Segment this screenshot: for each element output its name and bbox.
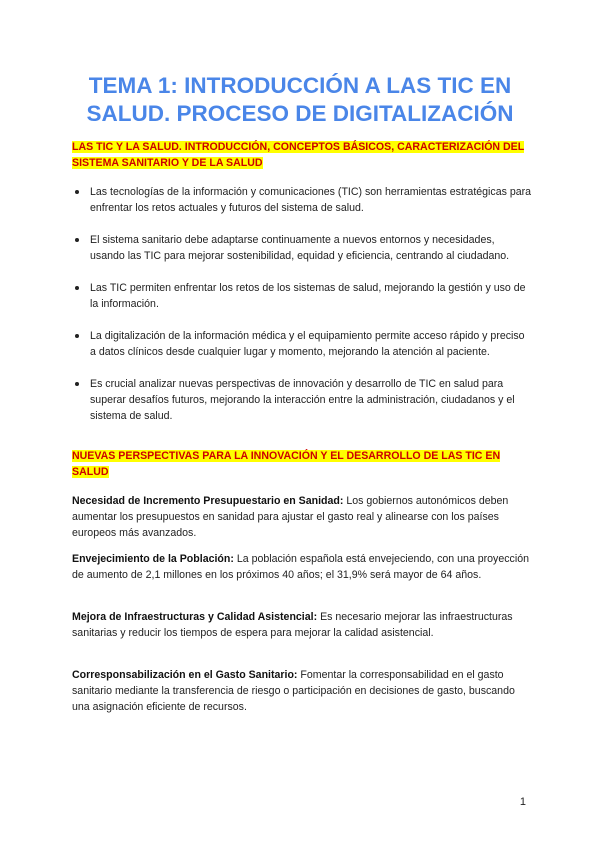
paragraph-label: Corresponsabilización en el Gasto Sanitario: <box>72 669 298 681</box>
list-item-text: La digitalización de la información médica y el equipamiento permite acceso rápido y preciso a datos clínicos desde cualquier lugar y momento, mejorando la atención al paciente. <box>90 330 525 358</box>
list-item-text: El sistema sanitario debe adaptarse continuamente a nuevos entornos y necesidades, usando las TIC para mejorar sostenibilidad, equidad y eficiencia, centrando al ciudadano. <box>90 234 510 262</box>
section-heading-text: LAS TIC Y LA SALUD. INTRODUCCIÓN, CONCEPTOS BÁSICOS, CARACTERIZACIÓN DEL SISTEMA SANITARIO Y DE LA SALUD <box>72 141 525 169</box>
page-number: 1 <box>519 796 526 808</box>
list-item <box>72 232 532 264</box>
list-item <box>72 328 532 360</box>
list-item <box>72 376 532 424</box>
paragraph-envejecimiento <box>72 551 532 583</box>
paragraph-label: Envejecimiento de la Población: <box>72 553 234 565</box>
paragraph-label: Necesidad de Incremento Presupuestario en Sanidad: <box>72 495 344 507</box>
bullet-icon <box>75 334 79 338</box>
section-heading-nuevas-perspectivas <box>72 448 532 480</box>
paragraph-corresponsabilizacion <box>72 667 532 715</box>
paragraph-text: La población española está envejeciendo, con una proyección de aumento de 2,1 millones en los próximos 40 años; el 31,9% será mayor de 64 años. <box>72 553 529 581</box>
paragraph-text: Los gobiernos autonómicos deben aumentar los presupuestos en sanidad para ajustar el gasto real y alinearse con los países europeos más avanzados. <box>72 495 509 539</box>
list-item <box>72 184 532 216</box>
bullet-icon <box>75 286 79 290</box>
bullet-icon <box>75 238 79 242</box>
list-item-text: Es crucial analizar nuevas perspectivas de innovación y desarrollo de TIC en salud para superar desafíos futuros, mejorando la interacción entre la administración, ciudadanos y el sistema de salud. <box>90 378 515 422</box>
paragraph-text: Fomentar la corresponsabilidad en el gasto sanitario mediante la transferencia de riesgo o participación en decisiones de gasto, buscando una asignación eficiente de recursos. <box>72 669 515 713</box>
list-item <box>72 280 532 312</box>
list-item-text: Las tecnologías de la información y comunicaciones (TIC) son herramientas estratégicas para enfrentar los retos actuales y futuros del sistema de salud. <box>90 186 532 214</box>
list-item-text: Las TIC permiten enfrentar los retos de los sistemas de salud, mejorando la gestión y uso de la información. <box>90 282 526 310</box>
section-heading-tic-salud <box>72 139 532 171</box>
paragraph-infraestructuras <box>72 609 532 641</box>
bullet-icon <box>75 190 79 194</box>
paragraph-text: Es necesario mejorar las infraestructuras sanitarias y reducir los tiempos de espera para mejorar la calidad asistencial. <box>72 611 513 639</box>
bullet-list <box>72 184 532 440</box>
paragraph-presupuesto <box>72 493 532 541</box>
section-heading-text: NUEVAS PERSPECTIVAS PARA LA INNOVACIÓN Y EL DESARROLLO DE LAS TIC EN SALUD <box>72 450 501 478</box>
paragraph-label: Mejora de Infraestructuras y Calidad Asistencial: <box>72 611 318 623</box>
document-title: TEMA 1: INTRODUCCIÓN A LAS TIC EN SALUD. PROCESO DE DIGITALIZACIÓN <box>86 73 514 126</box>
bullet-icon <box>75 382 79 386</box>
